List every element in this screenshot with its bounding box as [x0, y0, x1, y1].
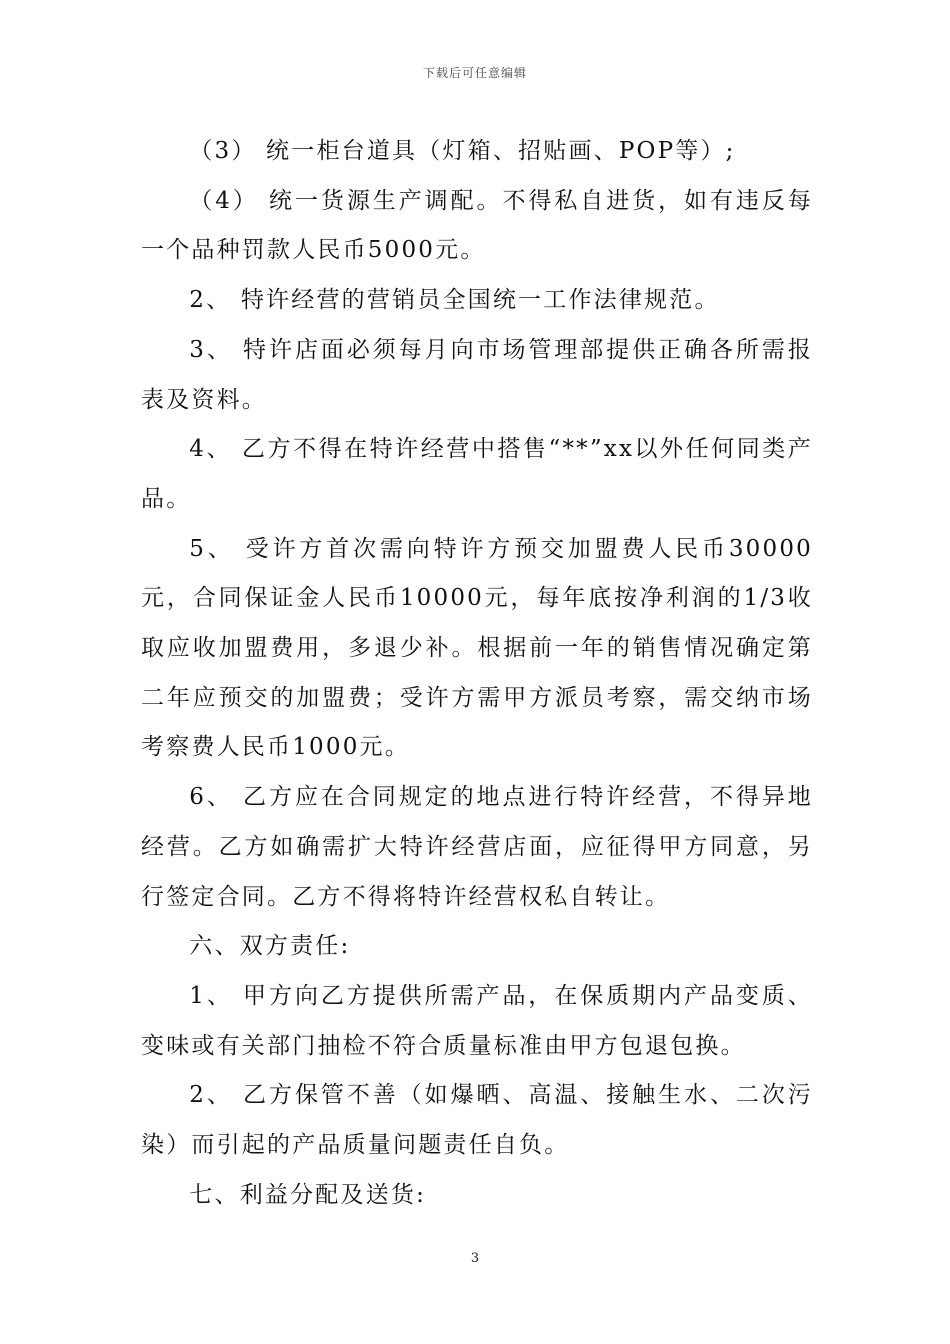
paragraph-clause-3: （3） 统一柜台道具（灯箱、招贴画、POP等）; — [189, 138, 736, 164]
paragraph-item-4: 4、 乙方不得在特许经营中搭售“**”xx以外任何同类产品。 — [141, 436, 813, 512]
paragraph-clause-4: （4） 统一货源生产调配。不得私自进货，如有违反每一个品种罚款人民币5000元。 — [141, 187, 813, 264]
paragraph-responsibility-2: 2、 乙方保管不善（如爆晒、高温、接触生水、二次污染）而引起的产品质量问题责任自负。 — [141, 1082, 813, 1159]
document-body — [141, 127, 813, 1220]
paragraph-item-2: 2、 特许经营的营销员全国统一工作法律规范。 — [189, 287, 720, 314]
section-heading-responsibilities: 六、双方责任: — [189, 933, 351, 960]
section-heading-profit-delivery: 七、利益分配及送货: — [189, 1181, 427, 1208]
page-number: 3 — [470, 1251, 480, 1266]
paragraph-item-6: 6、 乙方应在合同规定的地点进行特许经营，不得异地经营。乙方如确需扩大特许经营店面，应征得甲方同意，另行签定合同。乙方不得将特许经营权私自转让。 — [141, 784, 813, 910]
paragraph-item-3: 3、 特许店面必须每月向市场管理部提供正确各所需报表及资料。 — [141, 336, 813, 413]
paragraph-responsibility-1: 1、 甲方向乙方提供所需产品，在保质期内产品变质、变味或有关部门抽检不符合质量标准由甲方包退包换。 — [141, 982, 813, 1059]
page-header: 下载后可任意编辑 — [422, 66, 527, 80]
paragraph-item-5: 5、 受许方首次需向特许方预交加盟费人民币30000元，合同保证金人民币10000元，每年底按净利润的1/3收取应收加盟费用，多退少补。根据前一年的销售情况确定第二年应预交的加盟费；受许方需甲方派员考察，需交纳市场考察费人民币1000元。 — [141, 535, 813, 761]
